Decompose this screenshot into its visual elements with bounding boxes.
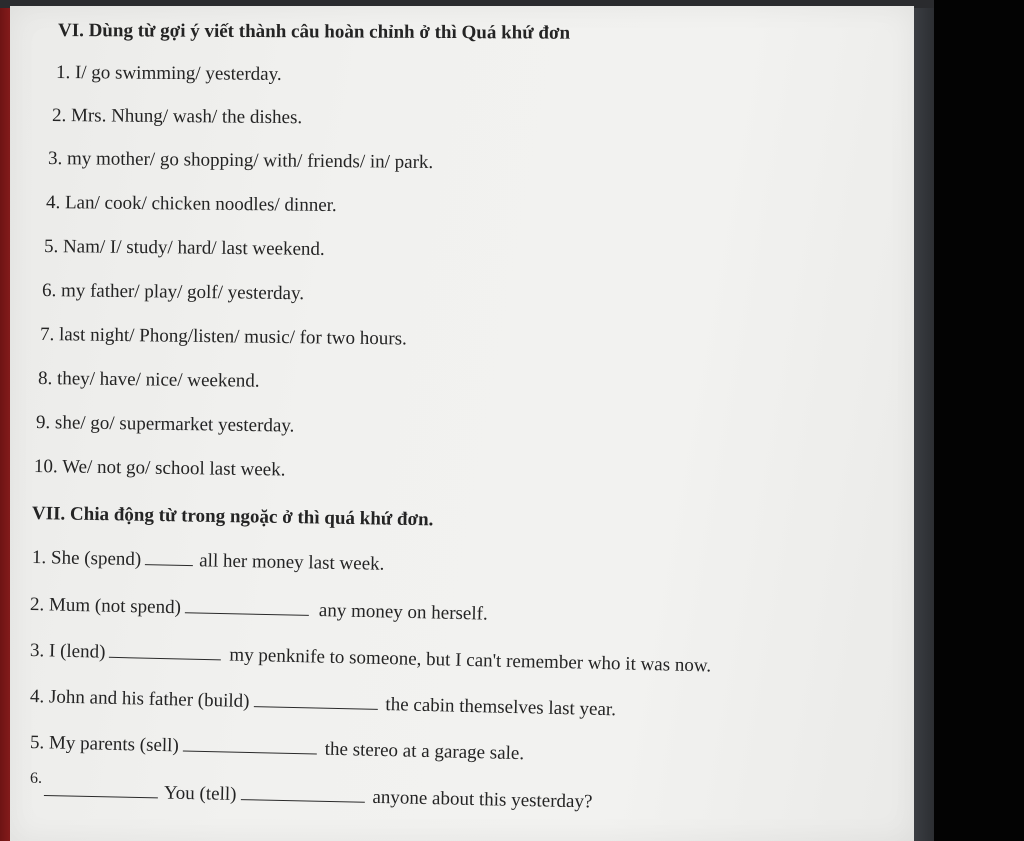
item-6-prompt: You (tell)	[163, 782, 237, 806]
section-6-item-9: 9. she/ go/ supermarket yesterday.	[35, 412, 295, 437]
section-7-item-5	[30, 732, 525, 765]
item-6-rest: anyone about this yesterday?	[372, 786, 593, 813]
section-7-item-4	[30, 686, 616, 721]
item-3-rest: my penknife to someone, but I can't remember who it was now.	[229, 644, 712, 677]
section-7-item-3	[30, 640, 712, 677]
item-1-rest: all her money last week.	[199, 550, 385, 575]
section-6-item-3: 3. my mother/ go shopping/ with/ friends/ in/ park.	[47, 148, 434, 174]
section-6-item-7: 7. last night/ Phong/listen/ music/ for two hours.	[39, 324, 407, 350]
answer-blank	[145, 550, 193, 566]
item-2-rest: any money on herself.	[318, 600, 488, 625]
answer-blank	[44, 781, 158, 798]
answer-blank	[185, 598, 309, 616]
answer-blank	[240, 785, 364, 803]
section-6-title: VI. Dùng từ gợi ý viết thành câu hoàn chỉnh ở thì Quá khứ đơn	[57, 20, 571, 44]
section-7-title: VII. Chia động từ trong ngoặc ở thì quá khứ đơn.	[31, 503, 434, 531]
item-4-rest: the cabin themselves last year.	[385, 694, 617, 721]
section-6-item-2: 2. Mrs. Nhung/ wash/ the dishes.	[51, 105, 303, 129]
item-5-rest: the stereo at a garage sale.	[324, 738, 525, 765]
answer-blank	[183, 736, 317, 754]
item-1-prompt: 1. She (spend)	[31, 547, 142, 571]
gray-background-edge	[912, 0, 934, 841]
item-2-prompt: 2. Mum (not spend)	[29, 594, 182, 619]
item-5-prompt: 5. My parents (sell)	[29, 732, 180, 757]
section-6-item-8: 8. they/ have/ nice/ weekend.	[37, 368, 260, 392]
item-3-prompt: 3. I (lend)	[29, 640, 106, 663]
section-7-item-2	[30, 594, 488, 626]
section-6-item-5: 5. Nam/ I/ study/ hard/ last weekend.	[43, 236, 325, 260]
section-6-item-10: 10. We/ not go/ school last week.	[33, 456, 286, 481]
section-6-item-4: 4. Lan/ cook/ chicken noodles/ dinner.	[45, 192, 337, 217]
worksheet-paper	[10, 6, 914, 841]
section-7-item-6-number: 6.	[30, 770, 42, 787]
section-7-item-6	[44, 780, 593, 813]
item-4-prompt: 4. John and his father (build)	[29, 686, 250, 712]
answer-blank	[253, 692, 377, 710]
section-7-item-1	[32, 547, 385, 576]
section-6-item-6: 6. my father/ play/ golf/ yesterday.	[41, 280, 305, 305]
section-6-item-1: 1. I/ go swimming/ yesterday.	[55, 62, 282, 85]
answer-blank	[109, 643, 221, 661]
